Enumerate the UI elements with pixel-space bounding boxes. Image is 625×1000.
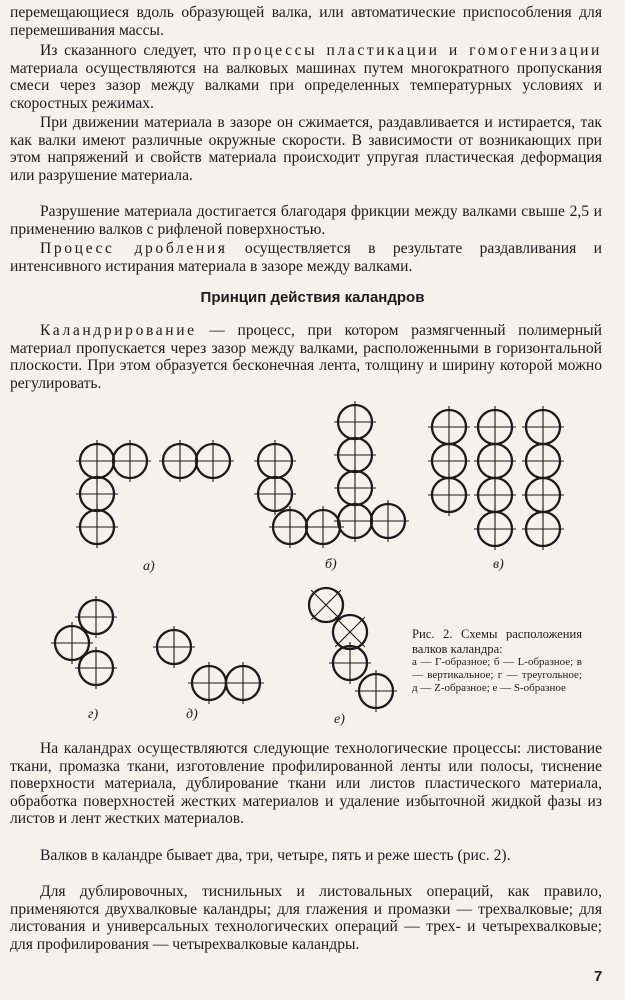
paragraph-8: Валков в каландре бывает два, три, четыре, пять и реже шесть (рис. 2). bbox=[40, 847, 511, 864]
label-a: а) bbox=[143, 559, 155, 574]
calender-roll bbox=[428, 474, 470, 516]
section-heading: Принцип действия каландров bbox=[200, 289, 425, 306]
caption-title: Рис. 2. Схемы расположения валков каландра: bbox=[412, 627, 582, 656]
calender-roll bbox=[109, 440, 151, 482]
figure-caption bbox=[412, 627, 582, 695]
calender-roll bbox=[76, 506, 118, 548]
calender-roll bbox=[367, 500, 409, 542]
paragraph-2: Из сказанного следует, что процессы пластикации и гомогенизации материала осуществляются на валковых машинах путем многократного пропускания смеси через зазор между валками при определенных температурных условиях и скоростных режимах. bbox=[10, 42, 602, 112]
paragraph-9: Для дублировочных, тиснильных и листовальных операций, как правило, применяются двухвалковые каландры; для глажения и промазки — трехвалковые; для листования и универсальных технологических операций — трех- и четырехвалковые; для профилирования — четырехвалковые каландры. bbox=[10, 883, 602, 953]
label-e: е) bbox=[334, 712, 345, 727]
calender-roll bbox=[302, 506, 344, 548]
calender-roll bbox=[192, 440, 234, 482]
label-d: д) bbox=[186, 707, 198, 722]
label-b: б) bbox=[325, 557, 337, 572]
calender-roll bbox=[153, 626, 195, 668]
calender-roll bbox=[522, 508, 564, 550]
paragraph-4: Разрушение материала достигается благодаря фрикции между валками свыше 2,5 и применению валков с рифленой поверхностью. bbox=[10, 203, 602, 238]
label-v: в) bbox=[493, 557, 504, 572]
paragraph-6: Каландрирование — процесс, при котором размягченный полимерный материал пропускается через зазор между валками, расположенными в горизонтальной плоскости. При этом образуется бесконечная лента, толщину и ширину которой можно регулировать. bbox=[10, 322, 602, 392]
calender-roll bbox=[51, 622, 93, 664]
paragraph-3: При движении материала в зазоре он сжимается, раздавливается и истирается, так как валки имеют различные окружные скорости. В зависимости от возникающих при этом напряжений и свойств материала происходит упругая пластическая деформация или разрушение материала. bbox=[10, 114, 602, 184]
paragraph-1: перемещающиеся вдоль образующей валка, или автоматические приспособления для перемешивания массы. bbox=[10, 4, 602, 39]
calender-roll bbox=[75, 647, 117, 689]
calender-roll bbox=[474, 508, 516, 550]
paragraph-7: На каландрах осуществляются следующие технологические процессы: листование ткани, промазка ткани, изготовление профилированной ленты или полосы, тиснение поверхности материала, дублирование ткани или листов пластического материала, обработка поверхностей жестких материалов и удаление избыточной жидкой фазы из листов и лент жестких материалов. bbox=[10, 740, 602, 827]
label-g: г) bbox=[88, 707, 99, 722]
calender-roll bbox=[222, 662, 264, 704]
caption-legend: а — Г-образное; б — L-образное; в — вертикальное; г — треугольное; д — Z-образное; е — S-образное bbox=[412, 656, 582, 694]
calender-roll bbox=[309, 588, 343, 622]
calender-roll bbox=[75, 596, 117, 638]
page-number: 7 bbox=[594, 968, 603, 985]
paragraph-5: Процесс дробления осуществляется в результате раздавливания и интенсивного истирания материала в зазоре между валками. bbox=[10, 240, 602, 275]
